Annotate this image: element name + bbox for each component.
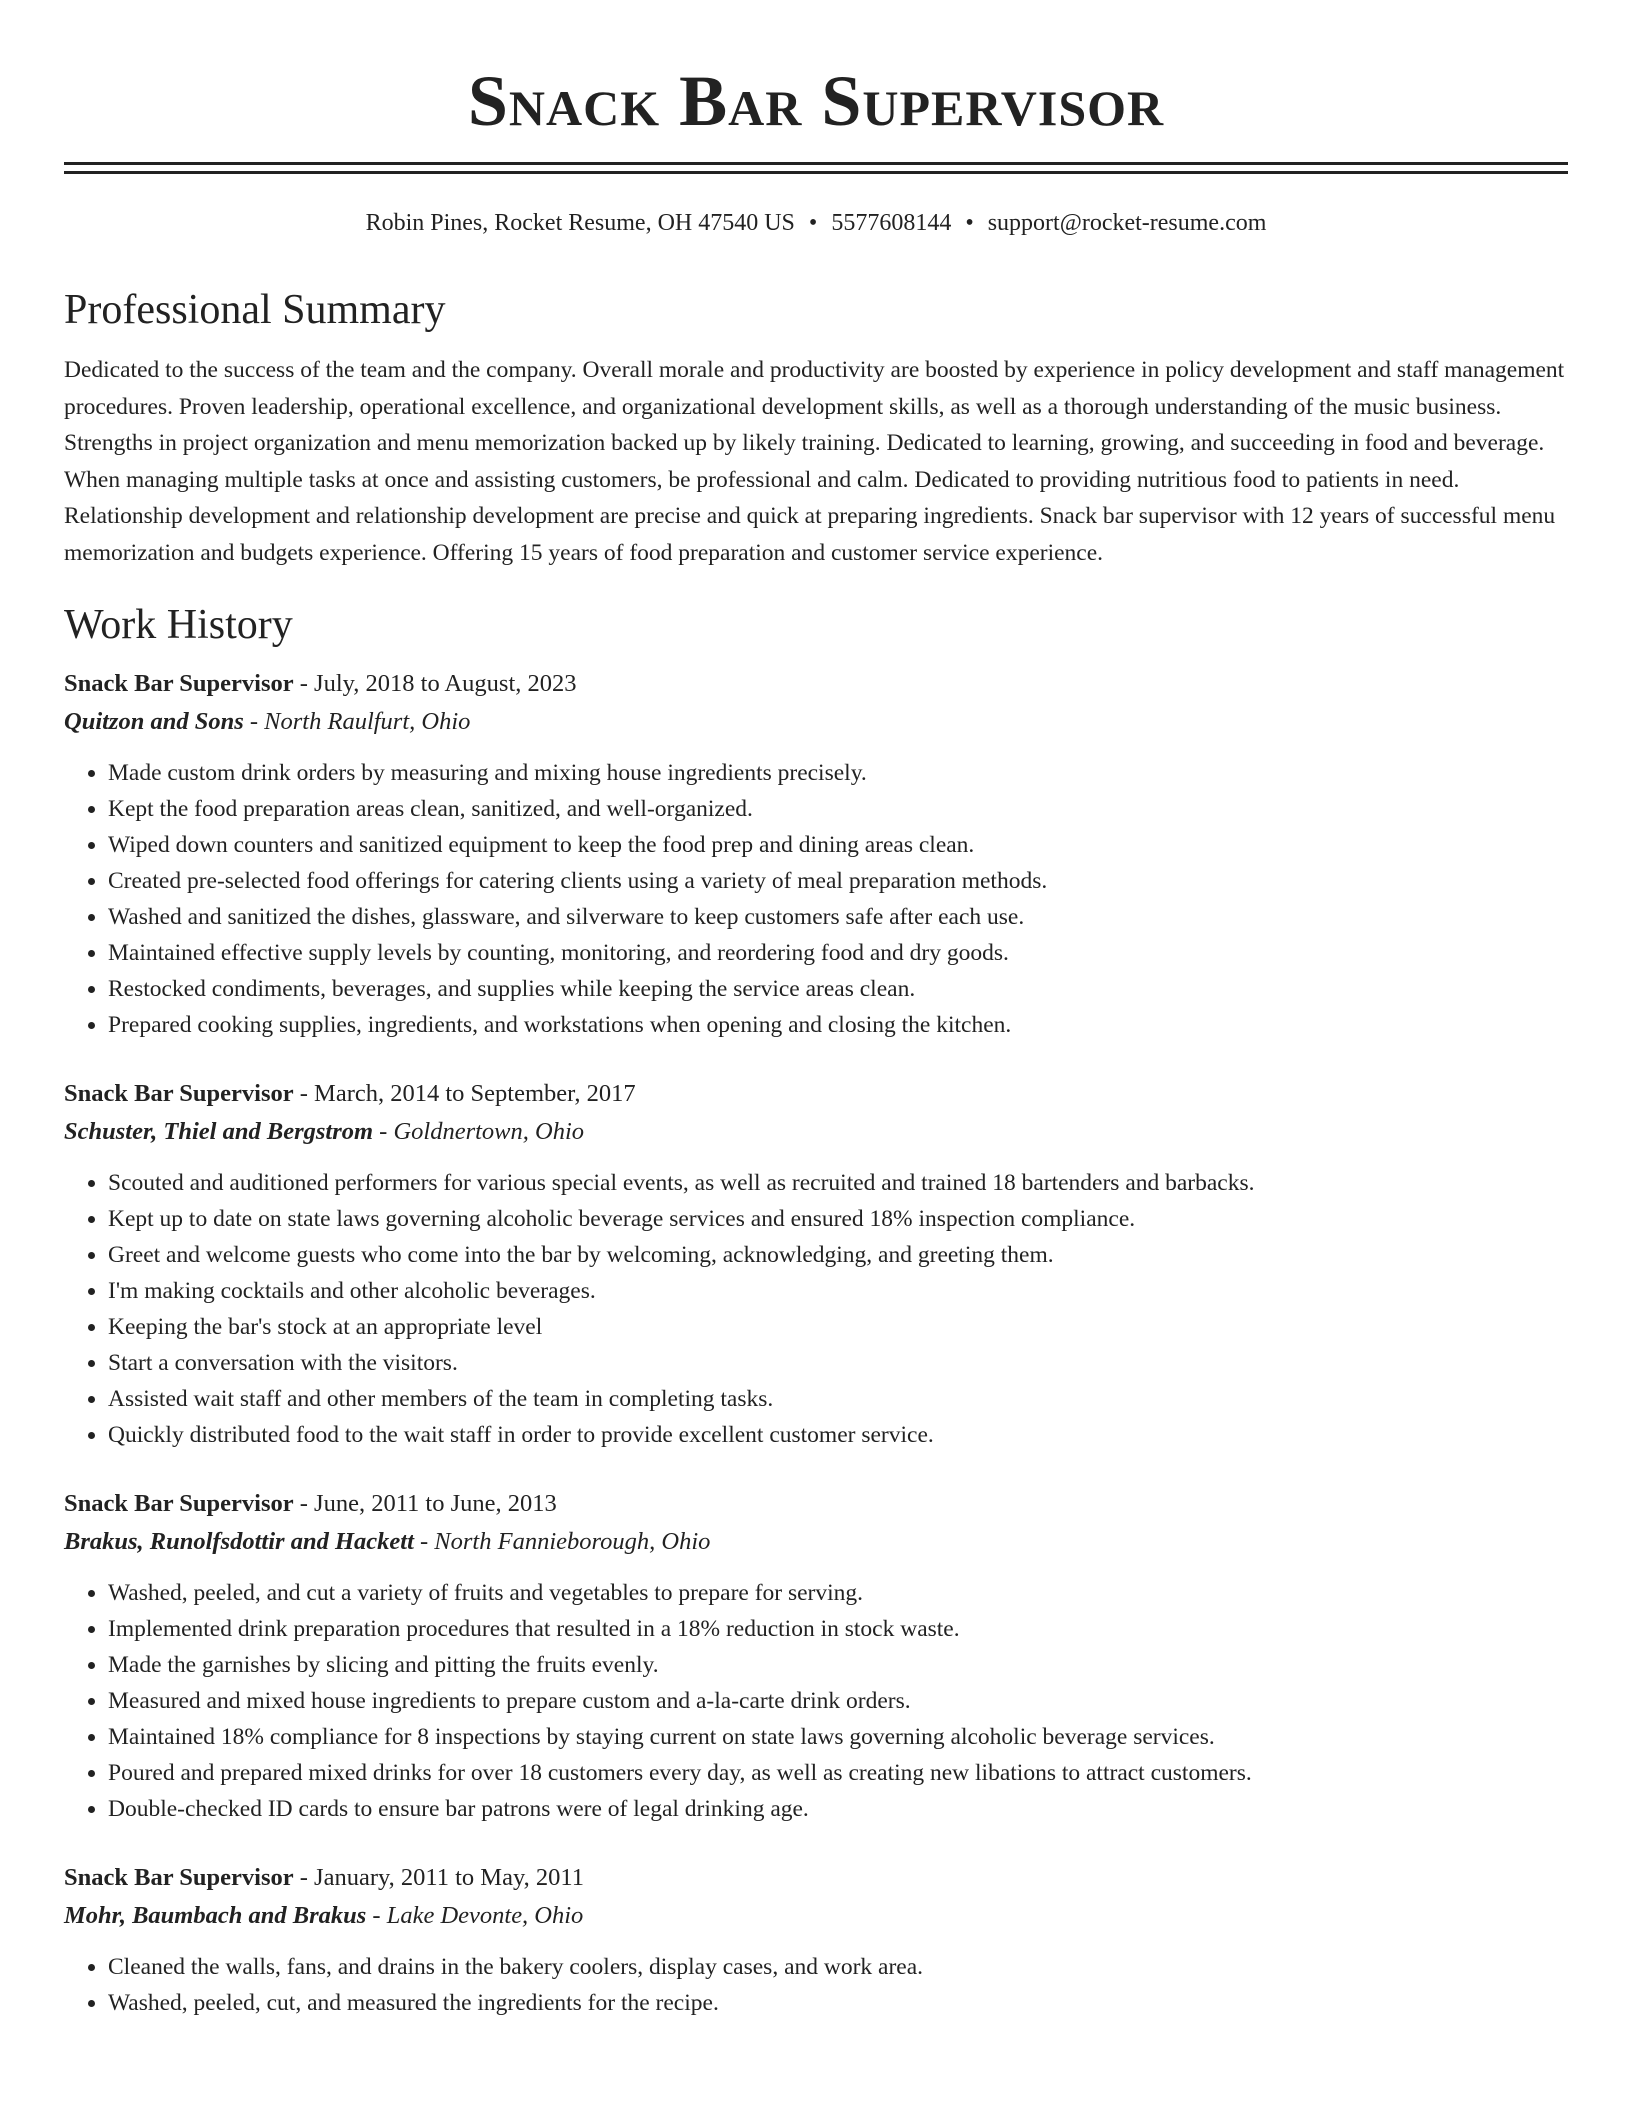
- duty-item: • Greet and welcome guests who come into the bar by welcoming, acknowledging, and greeting them.: [108, 1237, 1568, 1273]
- job-location: - Lake Devonte, Ohio: [366, 1902, 584, 1929]
- job-company-line: [64, 703, 1568, 741]
- job-company-line: [64, 1113, 1568, 1151]
- job-dates: - January, 2011 to May, 2011: [293, 1864, 584, 1891]
- contact-separator: •: [808, 210, 818, 236]
- duty-item: • Maintained effective supply levels by counting, monitoring, and reordering food and dry goods.: [108, 935, 1568, 971]
- job-location: - Goldnertown, Ohio: [373, 1118, 585, 1145]
- job-duties-list: [64, 1949, 1568, 2021]
- contact-email[interactable]: support@rocket-resume.com: [987, 210, 1267, 236]
- job-header: [64, 665, 1568, 703]
- job-role: Snack Bar Supervisor: [64, 670, 294, 697]
- job-entry: [64, 1485, 1568, 1827]
- job-dates: - March, 2014 to September, 2017: [293, 1080, 636, 1107]
- job-company: Brakus, Runolfsdottir and Hackett: [64, 1528, 414, 1555]
- duty-item: • Implemented drink preparation procedures that resulted in a 18% reduction in stock waste.: [108, 1611, 1568, 1647]
- duty-item: • Prepared cooking supplies, ingredients, and workstations when opening and closing the kitchen.: [108, 1007, 1568, 1043]
- duty-item: • Cleaned the walls, fans, and drains in the bakery coolers, display cases, and work area.: [108, 1949, 1568, 1985]
- job-header: [64, 1485, 1568, 1523]
- duty-item: • Double-checked ID cards to ensure bar patrons were of legal drinking age.: [108, 1791, 1568, 1827]
- contact-address: Robin Pines, Rocket Resume, OH 47540 US: [365, 210, 795, 236]
- job-duties-list: [64, 1575, 1568, 1827]
- duty-item: • Scouted and auditioned performers for various special events, as well as recruited and trained 18 bartenders and barbacks.: [108, 1165, 1568, 1201]
- job-company-line: [64, 1897, 1568, 1935]
- contact-separator: •: [965, 210, 974, 236]
- duty-item: • Keeping the bar's stock at an appropriate level: [108, 1309, 1568, 1345]
- summary-heading: Professional Summary: [64, 287, 446, 333]
- job-entry: [64, 1075, 1568, 1453]
- job-duties-list: [64, 1165, 1568, 1453]
- job-company: Mohr, Baumbach and Brakus: [64, 1902, 367, 1929]
- job-role: Snack Bar Supervisor: [64, 1490, 294, 1517]
- job-company: Schuster, Thiel and Bergstrom: [64, 1118, 374, 1145]
- duty-item: • Made custom drink orders by measuring and mixing house ingredients precisely.: [108, 755, 1568, 791]
- job-duties-list: [64, 755, 1568, 1043]
- duty-item: • Restocked condiments, beverages, and supplies while keeping the service areas clean.: [108, 971, 1568, 1007]
- duty-item: • Kept up to date on state laws governing alcoholic beverage services and ensured 18% inspection compliance.: [108, 1201, 1568, 1237]
- duty-item: • Poured and prepared mixed drinks for over 18 customers every day, as well as creating new libations to attract customers.: [108, 1755, 1568, 1791]
- job-location: - North Raulfurt, Ohio: [243, 708, 471, 735]
- job-dates: - June, 2011 to June, 2013: [293, 1490, 557, 1517]
- job-company-line: [64, 1523, 1568, 1561]
- title-divider-top: [64, 162, 1568, 165]
- duty-item: • Washed and sanitized the dishes, glassware, and silverware to keep customers safe after each use.: [108, 899, 1568, 935]
- job-entry: [64, 1859, 1568, 2021]
- job-role: Snack Bar Supervisor: [64, 1864, 294, 1891]
- title-divider-bottom: [64, 171, 1568, 174]
- duty-item: • Kept the food preparation areas clean, sanitized, and well-organized.: [108, 791, 1568, 827]
- duty-item: • Start a conversation with the visitors.: [108, 1345, 1568, 1381]
- duty-item: • Created pre-selected food offerings for catering clients using a variety of meal preparation methods.: [108, 863, 1568, 899]
- job-location: - North Fannieborough, Ohio: [413, 1528, 711, 1555]
- duty-item: • Assisted wait staff and other members of the team in completing tasks.: [108, 1381, 1568, 1417]
- job-header: [64, 1075, 1568, 1113]
- contact-phone: 5577608144: [831, 210, 952, 236]
- work-history-heading: Work History: [64, 602, 293, 648]
- job-role: Snack Bar Supervisor: [64, 1080, 294, 1107]
- duty-item: • Wiped down counters and sanitized equipment to keep the food prep and dining areas clean.: [108, 827, 1568, 863]
- resume-title: Snack Bar Supervisor: [467, 61, 1165, 141]
- job-company: Quitzon and Sons: [64, 708, 244, 735]
- duty-item: • Measured and mixed house ingredients to prepare custom and a-la-carte drink orders.: [108, 1683, 1568, 1719]
- duty-item: • Made the garnishes by slicing and pitting the fruits evenly.: [108, 1647, 1568, 1683]
- job-dates: - July, 2018 to August, 2023: [293, 670, 577, 697]
- job-entry: [64, 665, 1568, 1043]
- summary-paragraph: Dedicated to the success of the team and the company. Overall morale and productivity are boosted by experience in policy development and staff management procedures. Proven leadership, operational excellence, and organizational development skills, as well as a thorough understanding of the music business. Strengths in project organization and menu memorization backed up by likely training. Dedicated to learning, growing, and succeeding in food and beverage. When managing multiple tasks at once and assisting customers, be professional and calm. Dedicated to providing nutritious food to patients in need. Relationship development and relationship development are precise and quick at preparing ingredients. Snack bar supervisor with 12 years of successful menu memorization and budgets experience. Offering 15 years of food preparation and customer service experience.: [64, 357, 1565, 566]
- duty-item: • Maintained 18% compliance for 8 inspections by staying current on state laws governing alcoholic beverage services.: [108, 1719, 1568, 1755]
- duty-item: • Washed, peeled, cut, and measured the ingredients for the recipe.: [108, 1985, 1568, 2021]
- job-header: [64, 1859, 1568, 1897]
- duty-item: • Washed, peeled, and cut a variety of fruits and vegetables to prepare for serving.: [108, 1575, 1568, 1611]
- duty-item: • Quickly distributed food to the wait staff in order to provide excellent customer service.: [108, 1417, 1568, 1453]
- duty-item: • I'm making cocktails and other alcoholic beverages.: [108, 1273, 1568, 1309]
- contact-line: [64, 208, 1568, 238]
